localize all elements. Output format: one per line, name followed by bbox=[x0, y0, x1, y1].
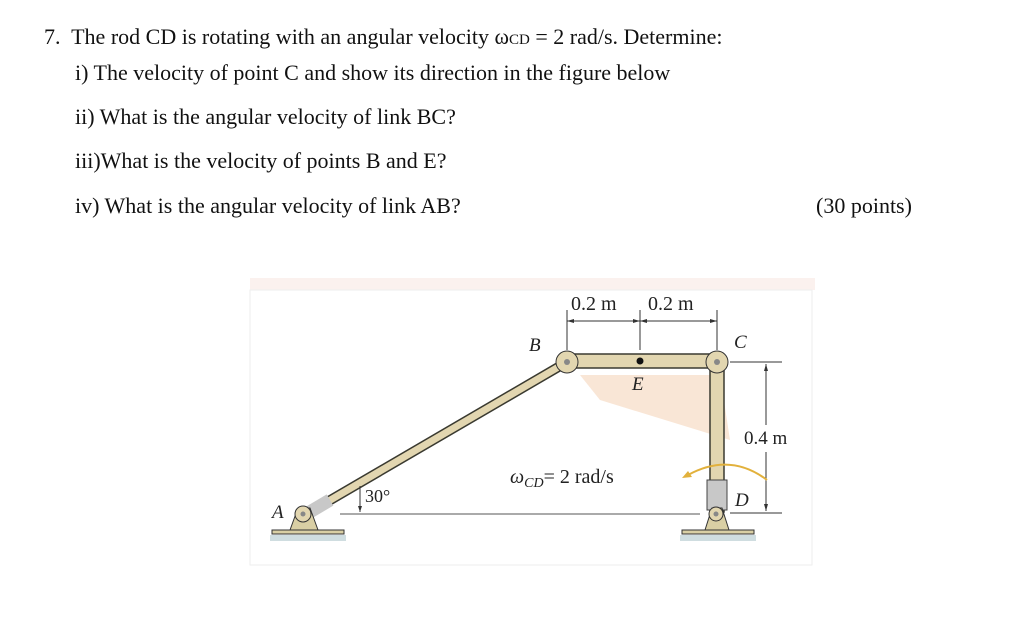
label-a: A bbox=[272, 502, 284, 523]
stem-text-end: = 2 rad/s. Determine: bbox=[529, 24, 723, 49]
item-iv: iv) What is the angular velocity of link AB? bbox=[75, 193, 461, 218]
omega-subscript: CD bbox=[524, 476, 544, 491]
omega-value: = 2 rad/s bbox=[543, 466, 614, 488]
pin-c-hole bbox=[714, 359, 720, 365]
dim-label-be: 0.2 m bbox=[571, 293, 617, 315]
pin-b-hole bbox=[564, 359, 570, 365]
item-i: i) The velocity of point C and show its direction in the figure below bbox=[75, 60, 671, 85]
item-ii: ii) What is the angular velocity of link BC? bbox=[75, 104, 456, 129]
omega-symbol: ω bbox=[510, 466, 525, 488]
omega-subscript: CD bbox=[509, 32, 530, 48]
stem-text: The rod CD is rotating with an angular velocity bbox=[71, 24, 495, 49]
figure-top-band bbox=[250, 278, 815, 290]
label-e: E bbox=[632, 374, 644, 395]
label-d: D bbox=[735, 490, 749, 511]
question-number: 7. bbox=[44, 24, 61, 49]
label-b: B bbox=[529, 335, 541, 356]
omega-symbol: ω bbox=[494, 24, 509, 49]
omega-cd-label bbox=[510, 466, 614, 492]
rod-cd-sleeve bbox=[707, 480, 727, 510]
dim-label-height: 0.4 m bbox=[744, 428, 788, 449]
point-e bbox=[637, 358, 644, 365]
item-iii: iii)What is the velocity of points B and E? bbox=[75, 148, 447, 173]
label-c: C bbox=[734, 332, 747, 353]
angle-label: 30° bbox=[365, 486, 391, 506]
dim-label-ec: 0.2 m bbox=[648, 293, 694, 315]
points-label: (30 points) bbox=[816, 193, 912, 218]
